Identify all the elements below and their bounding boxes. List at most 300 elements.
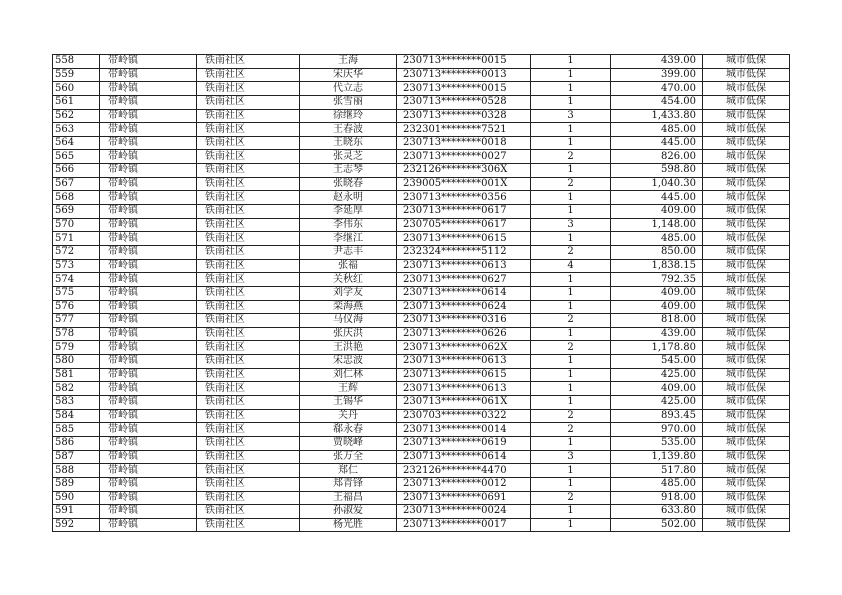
household-count-cell: 1 [531, 68, 611, 82]
table-row [53, 382, 790, 396]
household-count-cell: 2 [531, 314, 611, 328]
row-number-cell: 588 [53, 464, 100, 478]
name-cell: 杨光胜 [300, 518, 397, 532]
id-number-cell: 230713********0613 [397, 382, 531, 396]
town-cell: 带岭镇 [100, 505, 197, 519]
assistance-type-cell: 城市低保 [703, 327, 790, 341]
table-row [53, 191, 790, 205]
name-cell: 马仪海 [300, 314, 397, 328]
community-cell: 铁南社区 [197, 505, 300, 519]
town-cell: 带岭镇 [100, 327, 197, 341]
beneficiary-table [52, 54, 790, 532]
town-cell: 带岭镇 [100, 286, 197, 300]
table-row [53, 55, 790, 69]
name-cell: 王洪艳 [300, 341, 397, 355]
household-count-cell: 1 [531, 382, 611, 396]
name-cell: 宋庆华 [300, 68, 397, 82]
amount-cell: 439.00 [611, 327, 703, 341]
id-number-cell: 230713********0017 [397, 518, 531, 532]
household-count-cell: 1 [531, 286, 611, 300]
community-cell: 铁南社区 [197, 518, 300, 532]
town-cell: 带岭镇 [100, 450, 197, 464]
amount-cell: 535.00 [611, 436, 703, 450]
assistance-type-cell: 城市低保 [703, 259, 790, 273]
amount-cell: 470.00 [611, 82, 703, 96]
row-number-cell: 583 [53, 396, 100, 410]
community-cell: 铁南社区 [197, 232, 300, 246]
household-count-cell: 4 [531, 259, 611, 273]
row-number-cell: 568 [53, 191, 100, 205]
amount-cell: 598.80 [611, 164, 703, 178]
table-row [53, 355, 790, 369]
id-number-cell: 230713********0627 [397, 273, 531, 287]
community-cell: 铁南社区 [197, 464, 300, 478]
assistance-type-cell: 城市低保 [703, 245, 790, 259]
town-cell: 带岭镇 [100, 518, 197, 532]
assistance-type-cell: 城市低保 [703, 123, 790, 137]
amount-cell: 485.00 [611, 232, 703, 246]
town-cell: 带岭镇 [100, 436, 197, 450]
community-cell: 铁南社区 [197, 450, 300, 464]
id-number-cell: 232324********5112 [397, 245, 531, 259]
row-number-cell: 591 [53, 505, 100, 519]
id-number-cell: 230713********0614 [397, 450, 531, 464]
town-cell: 带岭镇 [100, 396, 197, 410]
assistance-type-cell: 城市低保 [703, 109, 790, 123]
id-number-cell: 230713********0615 [397, 368, 531, 382]
row-number-cell: 586 [53, 436, 100, 450]
household-count-cell: 1 [531, 300, 611, 314]
id-number-cell: 232126********4470 [397, 464, 531, 478]
assistance-type-cell: 城市低保 [703, 286, 790, 300]
table-row [53, 409, 790, 423]
assistance-type-cell: 城市低保 [703, 191, 790, 205]
town-cell: 带岭镇 [100, 423, 197, 437]
amount-cell: 485.00 [611, 477, 703, 491]
table-row [53, 164, 790, 178]
assistance-type-cell: 城市低保 [703, 355, 790, 369]
row-number-cell: 589 [53, 477, 100, 491]
community-cell: 铁南社区 [197, 55, 300, 69]
name-cell: 张雪丽 [300, 95, 397, 109]
assistance-type-cell: 城市低保 [703, 368, 790, 382]
table-row [53, 286, 790, 300]
amount-cell: 1,838.15 [611, 259, 703, 273]
row-number-cell: 575 [53, 286, 100, 300]
id-number-cell: 230713********0014 [397, 423, 531, 437]
id-number-cell: 230713********0613 [397, 259, 531, 273]
household-count-cell: 1 [531, 436, 611, 450]
row-number-cell: 579 [53, 341, 100, 355]
row-number-cell: 570 [53, 218, 100, 232]
household-count-cell: 1 [531, 327, 611, 341]
assistance-type-cell: 城市低保 [703, 177, 790, 191]
name-cell: 张庆洪 [300, 327, 397, 341]
row-number-cell: 574 [53, 273, 100, 287]
town-cell: 带岭镇 [100, 123, 197, 137]
household-count-cell: 1 [531, 396, 611, 410]
amount-cell: 425.00 [611, 368, 703, 382]
community-cell: 铁南社区 [197, 136, 300, 150]
table-body [53, 55, 790, 532]
assistance-type-cell: 城市低保 [703, 218, 790, 232]
row-number-cell: 561 [53, 95, 100, 109]
id-number-cell: 230713********0356 [397, 191, 531, 205]
community-cell: 铁南社区 [197, 218, 300, 232]
household-count-cell: 2 [531, 245, 611, 259]
community-cell: 铁南社区 [197, 477, 300, 491]
table-row [53, 464, 790, 478]
community-cell: 铁南社区 [197, 68, 300, 82]
id-number-cell: 230713********0619 [397, 436, 531, 450]
name-cell: 贾晓峰 [300, 436, 397, 450]
table-row [53, 232, 790, 246]
id-number-cell: 232126********306X [397, 164, 531, 178]
name-cell: 宋忠波 [300, 355, 397, 369]
amount-cell: 517.80 [611, 464, 703, 478]
household-count-cell: 1 [531, 164, 611, 178]
name-cell: 张灵芝 [300, 150, 397, 164]
row-number-cell: 581 [53, 368, 100, 382]
id-number-cell: 230713********0691 [397, 491, 531, 505]
town-cell: 带岭镇 [100, 218, 197, 232]
table-row [53, 450, 790, 464]
assistance-type-cell: 城市低保 [703, 82, 790, 96]
id-number-cell: 230713********0024 [397, 505, 531, 519]
row-number-cell: 566 [53, 164, 100, 178]
id-number-cell: 230713********0012 [397, 477, 531, 491]
id-number-cell: 230703********0322 [397, 409, 531, 423]
town-cell: 带岭镇 [100, 205, 197, 219]
row-number-cell: 569 [53, 205, 100, 219]
table-row [53, 136, 790, 150]
id-number-cell: 230713********062X [397, 341, 531, 355]
row-number-cell: 577 [53, 314, 100, 328]
assistance-type-cell: 城市低保 [703, 300, 790, 314]
row-number-cell: 580 [53, 355, 100, 369]
row-number-cell: 576 [53, 300, 100, 314]
household-count-cell: 1 [531, 368, 611, 382]
town-cell: 带岭镇 [100, 68, 197, 82]
row-number-cell: 564 [53, 136, 100, 150]
household-count-cell: 3 [531, 450, 611, 464]
community-cell: 铁南社区 [197, 245, 300, 259]
household-count-cell: 1 [531, 123, 611, 137]
community-cell: 铁南社区 [197, 300, 300, 314]
household-count-cell: 2 [531, 150, 611, 164]
amount-cell: 826.00 [611, 150, 703, 164]
household-count-cell: 1 [531, 464, 611, 478]
community-cell: 铁南社区 [197, 123, 300, 137]
community-cell: 铁南社区 [197, 382, 300, 396]
id-number-cell: 230713********0316 [397, 314, 531, 328]
table-row [53, 123, 790, 137]
id-number-cell: 230713********0015 [397, 55, 531, 69]
table-row [53, 68, 790, 82]
name-cell: 代立志 [300, 82, 397, 96]
id-number-cell: 230713********0617 [397, 205, 531, 219]
row-number-cell: 573 [53, 259, 100, 273]
assistance-type-cell: 城市低保 [703, 450, 790, 464]
id-number-cell: 239005********001X [397, 177, 531, 191]
row-number-cell: 584 [53, 409, 100, 423]
town-cell: 带岭镇 [100, 477, 197, 491]
amount-cell: 1,040.30 [611, 177, 703, 191]
amount-cell: 1,148.00 [611, 218, 703, 232]
assistance-type-cell: 城市低保 [703, 205, 790, 219]
row-number-cell: 560 [53, 82, 100, 96]
town-cell: 带岭镇 [100, 109, 197, 123]
name-cell: 王福昌 [300, 491, 397, 505]
community-cell: 铁南社区 [197, 191, 300, 205]
row-number-cell: 565 [53, 150, 100, 164]
row-number-cell: 571 [53, 232, 100, 246]
town-cell: 带岭镇 [100, 191, 197, 205]
amount-cell: 545.00 [611, 355, 703, 369]
assistance-type-cell: 城市低保 [703, 95, 790, 109]
id-number-cell: 230713********0027 [397, 150, 531, 164]
assistance-type-cell: 城市低保 [703, 409, 790, 423]
assistance-type-cell: 城市低保 [703, 341, 790, 355]
row-number-cell: 582 [53, 382, 100, 396]
id-number-cell: 230713********0626 [397, 327, 531, 341]
amount-cell: 409.00 [611, 382, 703, 396]
name-cell: 徐继玲 [300, 109, 397, 123]
row-number-cell: 562 [53, 109, 100, 123]
household-count-cell: 1 [531, 95, 611, 109]
household-count-cell: 2 [531, 177, 611, 191]
household-count-cell: 2 [531, 423, 611, 437]
assistance-type-cell: 城市低保 [703, 68, 790, 82]
table-row [53, 505, 790, 519]
assistance-type-cell: 城市低保 [703, 55, 790, 69]
amount-cell: 918.00 [611, 491, 703, 505]
id-number-cell: 230713********0013 [397, 68, 531, 82]
table-row [53, 423, 790, 437]
community-cell: 铁南社区 [197, 341, 300, 355]
household-count-cell: 2 [531, 409, 611, 423]
town-cell: 带岭镇 [100, 341, 197, 355]
name-cell: 刘仁林 [300, 368, 397, 382]
community-cell: 铁南社区 [197, 355, 300, 369]
town-cell: 带岭镇 [100, 464, 197, 478]
assistance-type-cell: 城市低保 [703, 477, 790, 491]
row-number-cell: 559 [53, 68, 100, 82]
household-count-cell: 1 [531, 232, 611, 246]
assistance-type-cell: 城市低保 [703, 423, 790, 437]
row-number-cell: 567 [53, 177, 100, 191]
id-number-cell: 230713********0614 [397, 286, 531, 300]
amount-cell: 445.00 [611, 136, 703, 150]
community-cell: 铁南社区 [197, 95, 300, 109]
town-cell: 带岭镇 [100, 355, 197, 369]
row-number-cell: 592 [53, 518, 100, 532]
table-row [53, 218, 790, 232]
community-cell: 铁南社区 [197, 423, 300, 437]
table-row [53, 82, 790, 96]
community-cell: 铁南社区 [197, 164, 300, 178]
table-row [53, 109, 790, 123]
town-cell: 带岭镇 [100, 382, 197, 396]
community-cell: 铁南社区 [197, 259, 300, 273]
table-row [53, 95, 790, 109]
community-cell: 铁南社区 [197, 491, 300, 505]
household-count-cell: 2 [531, 491, 611, 505]
amount-cell: 485.00 [611, 123, 703, 137]
household-count-cell: 3 [531, 218, 611, 232]
name-cell: 李延厚 [300, 205, 397, 219]
name-cell: 王晓东 [300, 136, 397, 150]
town-cell: 带岭镇 [100, 82, 197, 96]
community-cell: 铁南社区 [197, 327, 300, 341]
community-cell: 铁南社区 [197, 109, 300, 123]
table-row [53, 368, 790, 382]
town-cell: 带岭镇 [100, 491, 197, 505]
household-count-cell: 1 [531, 82, 611, 96]
name-cell: 赵永明 [300, 191, 397, 205]
household-count-cell: 1 [531, 477, 611, 491]
name-cell: 李继江 [300, 232, 397, 246]
assistance-type-cell: 城市低保 [703, 232, 790, 246]
name-cell: 王辉 [300, 382, 397, 396]
table-row [53, 341, 790, 355]
table-row [53, 396, 790, 410]
community-cell: 铁南社区 [197, 150, 300, 164]
amount-cell: 1,178.80 [611, 341, 703, 355]
community-cell: 铁南社区 [197, 368, 300, 382]
amount-cell: 454.00 [611, 95, 703, 109]
table-row [53, 259, 790, 273]
town-cell: 带岭镇 [100, 314, 197, 328]
assistance-type-cell: 城市低保 [703, 150, 790, 164]
assistance-type-cell: 城市低保 [703, 314, 790, 328]
town-cell: 带岭镇 [100, 177, 197, 191]
assistance-type-cell: 城市低保 [703, 505, 790, 519]
name-cell: 张万全 [300, 450, 397, 464]
household-count-cell: 1 [531, 136, 611, 150]
community-cell: 铁南社区 [197, 436, 300, 450]
table-row [53, 436, 790, 450]
amount-cell: 409.00 [611, 205, 703, 219]
community-cell: 铁南社区 [197, 177, 300, 191]
town-cell: 带岭镇 [100, 164, 197, 178]
table-row [53, 150, 790, 164]
name-cell: 尹志丰 [300, 245, 397, 259]
row-number-cell: 585 [53, 423, 100, 437]
id-number-cell: 230713********0615 [397, 232, 531, 246]
town-cell: 带岭镇 [100, 368, 197, 382]
id-number-cell: 230713********0613 [397, 355, 531, 369]
id-number-cell: 230713********0624 [397, 300, 531, 314]
table-row [53, 245, 790, 259]
name-cell: 关秋红 [300, 273, 397, 287]
assistance-type-cell: 城市低保 [703, 164, 790, 178]
name-cell: 关丹 [300, 409, 397, 423]
community-cell: 铁南社区 [197, 273, 300, 287]
community-cell: 铁南社区 [197, 286, 300, 300]
household-count-cell: 1 [531, 505, 611, 519]
row-number-cell: 578 [53, 327, 100, 341]
id-number-cell: 230713********0528 [397, 95, 531, 109]
community-cell: 铁南社区 [197, 409, 300, 423]
name-cell: 王海 [300, 55, 397, 69]
amount-cell: 850.00 [611, 245, 703, 259]
town-cell: 带岭镇 [100, 136, 197, 150]
name-cell: 张晓春 [300, 177, 397, 191]
id-number-cell: 230713********061X [397, 396, 531, 410]
table-row [53, 177, 790, 191]
amount-cell: 818.00 [611, 314, 703, 328]
household-count-cell: 3 [531, 109, 611, 123]
town-cell: 带岭镇 [100, 232, 197, 246]
table-row [53, 314, 790, 328]
table-row [53, 273, 790, 287]
household-count-cell: 1 [531, 273, 611, 287]
name-cell: 郗永春 [300, 423, 397, 437]
household-count-cell: 1 [531, 518, 611, 532]
amount-cell: 633.80 [611, 505, 703, 519]
name-cell: 栾海燕 [300, 300, 397, 314]
name-cell: 孙淑爱 [300, 505, 397, 519]
community-cell: 铁南社区 [197, 314, 300, 328]
table-row [53, 205, 790, 219]
town-cell: 带岭镇 [100, 150, 197, 164]
amount-cell: 445.00 [611, 191, 703, 205]
assistance-type-cell: 城市低保 [703, 491, 790, 505]
name-cell: 李伟东 [300, 218, 397, 232]
household-count-cell: 1 [531, 205, 611, 219]
name-cell: 刘学友 [300, 286, 397, 300]
town-cell: 带岭镇 [100, 300, 197, 314]
table-row [53, 491, 790, 505]
amount-cell: 893.45 [611, 409, 703, 423]
community-cell: 铁南社区 [197, 396, 300, 410]
table-row [53, 477, 790, 491]
amount-cell: 502.00 [611, 518, 703, 532]
household-count-cell: 1 [531, 355, 611, 369]
household-count-cell: 1 [531, 191, 611, 205]
name-cell: 张福 [300, 259, 397, 273]
row-number-cell: 563 [53, 123, 100, 137]
town-cell: 带岭镇 [100, 273, 197, 287]
household-count-cell: 2 [531, 341, 611, 355]
amount-cell: 425.00 [611, 396, 703, 410]
id-number-cell: 230705********0617 [397, 218, 531, 232]
name-cell: 郑仁 [300, 464, 397, 478]
amount-cell: 439.00 [611, 55, 703, 69]
amount-cell: 399.00 [611, 68, 703, 82]
id-number-cell: 232301********7521 [397, 123, 531, 137]
table-row [53, 518, 790, 532]
assistance-type-cell: 城市低保 [703, 436, 790, 450]
town-cell: 带岭镇 [100, 409, 197, 423]
assistance-type-cell: 城市低保 [703, 518, 790, 532]
assistance-type-cell: 城市低保 [703, 273, 790, 287]
row-number-cell: 587 [53, 450, 100, 464]
amount-cell: 1,139.80 [611, 450, 703, 464]
assistance-type-cell: 城市低保 [703, 396, 790, 410]
community-cell: 铁南社区 [197, 205, 300, 219]
assistance-type-cell: 城市低保 [703, 136, 790, 150]
household-count-cell: 1 [531, 55, 611, 69]
town-cell: 带岭镇 [100, 245, 197, 259]
town-cell: 带岭镇 [100, 259, 197, 273]
name-cell: 郑青锋 [300, 477, 397, 491]
amount-cell: 970.00 [611, 423, 703, 437]
amount-cell: 792.35 [611, 273, 703, 287]
amount-cell: 409.00 [611, 286, 703, 300]
id-number-cell: 230713********0328 [397, 109, 531, 123]
